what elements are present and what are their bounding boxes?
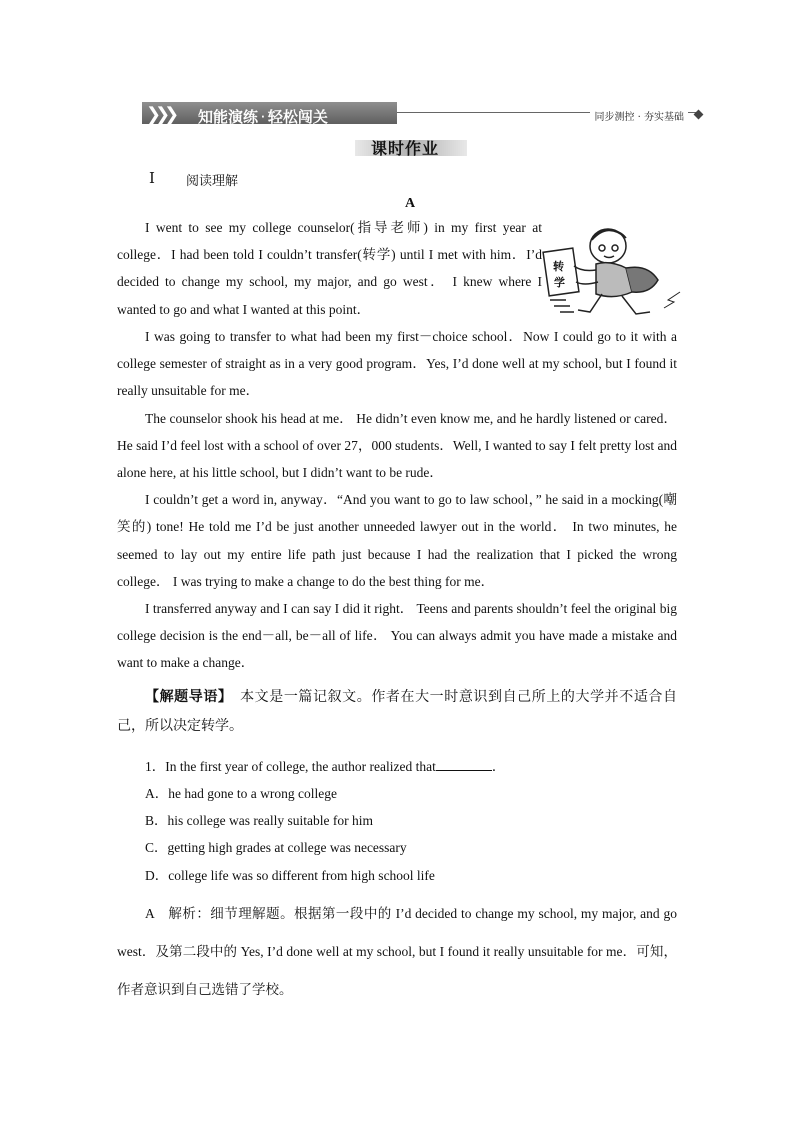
part-label: 阅读理解 [186,174,239,189]
guide-text: 本文是一篇记叙文。作者在大一时意识到自己所上的大学并不适合自己，所以决定转学。 [117,689,678,734]
passage-paragraph: I was going to transfer to what had been my first－choice school．Now I could go to it with a college semester of straight as in a very good program．Yes, I’d done well at my school, but I found it really unsuitable for me． [117,329,677,399]
option-b: B．his college was really suitable for him [145,813,373,828]
answer-explanation: A 解析：细节理解题。根据第一段中的 I’d decided to change my school, my major, and go west．及第二段中的 Yes, I’d done well at my school, but I found it really unsuitable for me．可知，作者意识到自己选错了学校。 [117,906,677,997]
passage-paragraph: I went to see my college counselor(指导老师) in my first year at college．I had been told I couldn’t transfer(转学) until I met with him．I’d decided to change my school, my major, and go west． I knew where I wanted to go and what I wanted at this point． [117,220,542,317]
passage-body [117,323,677,677]
option-c: C．getting high grades at college was necessary [145,840,407,855]
passage-paragraph: I couldn’t get a word in, anyway．“And you want to go to law school，” he said in a mocking(嘲笑的) tone! He told me I’d be just another unneeded lawyer out in the world． In two minutes, he seemed to lay out my entire life path just because I had the realization that I picked the wrong college． I was trying to make a change to do the best thing for me． [117,492,677,589]
diamond-icon [694,110,704,120]
sign-char-1: 转 [553,260,564,273]
question-stem: 1．In the first year of college, the author realized that ． [145,759,506,774]
guide-label: 【解题导语】 [145,689,226,705]
sign-char-2: 学 [554,276,565,289]
banner-subtitle: 同步测控 · 夯实基础 [590,108,688,123]
passage-paragraph-1-block [117,214,542,323]
student-transfer-illustration [540,220,688,320]
option-a: A．he had gone to a wrong college [145,786,337,801]
section-title: 课时作业 [355,136,467,158]
chevron-right-icon: ❯❯❯ [146,104,174,125]
passage-letter: A [405,196,416,211]
passage-paragraph: I transferred anyway and I can say I did it right． Teens and parents shouldn’t feel the original big college decision is the end－all, be－all of life． You can always admit you have made a mistake and want to make a change． [117,601,677,671]
banner-title: 知能演练 · 轻松闯关 [198,108,328,126]
banner-bar [142,102,397,124]
solution-guide [117,683,677,741]
header-banner [142,98,702,128]
answer-blank [436,758,492,771]
part-number: Ⅰ [149,171,155,187]
passage-paragraph: The counselor shook his head at me． He didn’t even know me, and he hardly listened or cared．He said I’d feel lost with a school of over 27，000 students．Well, I wanted to say I felt pretty lost and alone here, at his little school, but I didn’t want to be rude． [117,410,677,481]
option-d: D．college life was so different from high school life [145,868,435,883]
